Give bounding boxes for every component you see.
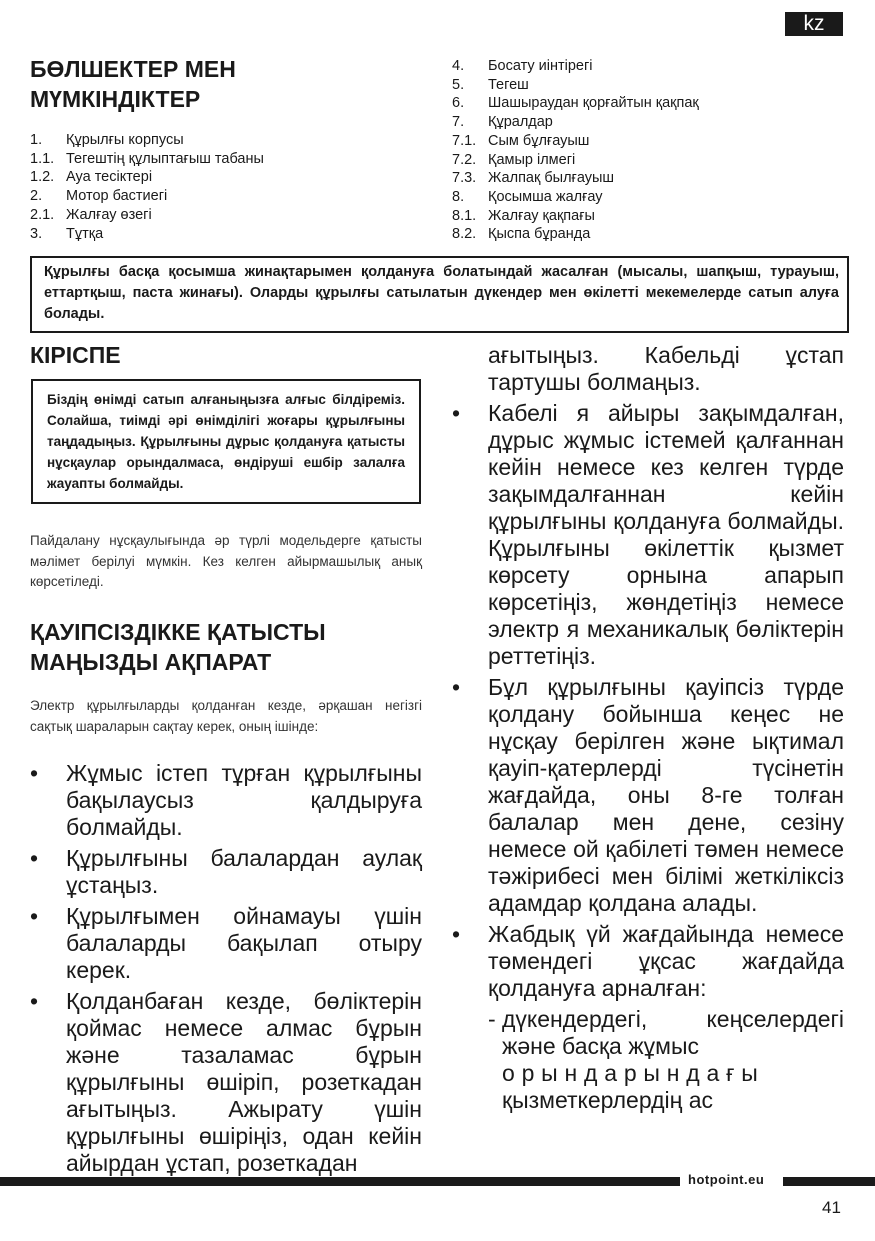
parts-item [452,94,772,113]
parts-item [30,206,330,225]
safety-title-line1: ҚАУІПСІЗДІККЕ ҚАТЫСТЫ [30,619,326,645]
parts-item [452,57,772,76]
thanks-box [31,379,421,504]
parts-item-number: 8. [452,188,465,205]
parts-item-number: 8.1. [452,207,477,224]
parts-item [452,151,772,170]
bullet-item [30,845,422,899]
parts-item-number: 7. [452,114,465,131]
dash-item-line2: орындарындағы [502,1060,765,1086]
parts-item-number: 7.1. [452,132,477,149]
bullet-item [30,988,422,1177]
language-badge: kz [785,12,843,36]
parts-item-number: 2.1. [30,206,55,223]
dash-list-item [488,1006,844,1114]
parts-list-left [30,131,330,243]
dash-item-line3: қызметкерлердің ас [502,1087,714,1113]
dash-item-line1: дүкендердегі, кеңселердегі және басқа жұмыс [502,1006,844,1059]
bullet-item [30,903,422,984]
bullet-text: Жабдық үй жағдайында немесе төмендегі ұқсас жағдайда қолдануға арналған: [488,921,844,1001]
parts-item [30,150,330,169]
accessory-notice-text: Құрылғы басқа қосымша жинақтарымен қолдануға болатындай жасалған (мысалы, шапқыш, турауыш, еттартқыш, паста жинағы). Оларды құрылғы сатылатын дүкендер мен өкілетті мекемелерде сатып алуға болады. [44,264,839,322]
parts-item-label: Жалпақ былғауыш [488,170,615,187]
parts-item [30,131,330,150]
parts-item-number: 1.2. [30,169,55,186]
parts-item-number: 6. [452,95,465,112]
bullet-text: Құрылғымен ойнамауы үшін балаларды бақылап отыру керек. [66,903,422,983]
thanks-text: Біздің өнімді сатып алғаныңызға алғыс білдіреміз. Солайша, тиімді әрі өнімділігі жоғары құрылғыны таңдадыңыз. Құрылғыны дұрыс қолдануға қатысты нұсқаулар орындалмаса, өндіруші ешбір залалға жауапты болмайды. [47,392,405,491]
bullet-marker: • [30,988,39,1014]
dash-marker: - [488,1006,496,1032]
bullet-marker: • [30,845,39,871]
parts-item [452,132,772,151]
bullet-marker: • [452,921,461,947]
parts-item-number: 5. [452,76,465,93]
parts-item-number: 3. [30,225,43,242]
parts-list-right [452,57,772,244]
bullet-text: Құрылғыны балалардан аулақ ұстаңыз. [66,845,422,898]
bullet-marker: • [452,674,461,700]
parts-item-number: 8.2. [452,226,477,243]
parts-item-label: Қосымша жалғау [488,188,603,205]
parts-item-label: Тегеш [488,76,529,93]
bullet-marker: • [30,903,39,929]
footer-rule-left [0,1177,680,1186]
parts-item-label: Тегештің құлыптағыш табаны [66,150,264,167]
bullet-text: Бұл құрылғыны қауіпсіз түрде қолдану бойынша кеңес не нұсқау берілген және ықтимал қауіп-қатерлерді түсінетін жағдайда, оны 8-ге толған балалар мен дене, сезіну немесе ой қабілеті төмен немесе тәжірибесі мен білімі жеткіліксіз адамдар қолдана алады. [488,674,844,916]
accessory-notice-box [30,256,849,333]
parts-item-label: Құралдар [488,114,553,131]
safety-bullets-right [452,400,844,1002]
intro-note: Пайдалану нұсқаулығында әр түрлі модельдерге қатысты мәлімет берілуі мүмкін. Кез келген айырмашылық анық көрсетіледі. [30,533,422,589]
parts-item-number: 7.3. [452,170,477,187]
parts-item [30,168,330,187]
parts-item-label: Босату иінтірегі [488,58,593,74]
parts-item [30,225,330,244]
parts-item-label: Шашыраудан қорғайтын қақпақ [488,95,699,112]
bullet-text: Жұмыс істеп тұрған құрылғыны бақылаусыз қалдыруға болмайды. [66,760,422,840]
parts-item-number: 1.1. [30,150,55,167]
parts-item [452,76,772,95]
parts-item-number: 2. [30,188,43,205]
parts-item-number: 4. [452,58,465,74]
parts-item-label: Қамыр ілмегі [488,151,576,168]
parts-item-label: Ауа тесіктері [66,169,153,186]
parts-item [452,113,772,132]
footer-rule-right [783,1177,875,1186]
parts-item-number: 1. [30,132,43,148]
bullet-text: Қолданбаған кезде, бөліктерін қоймас немесе алмас бұрын және тазаламас бұрын құрылғыны өшіріп, розеткадан ағытыңыз. Ажырату үшін құрылғыны өшіріңіз, одан кейін айырдан ұстап, розеткадан [66,988,422,1176]
bullet-item [452,921,844,1002]
parts-item [452,225,772,244]
parts-item [452,188,772,207]
parts-item [30,187,330,206]
parts-item-label: Мотор бастиегі [66,188,168,205]
parts-item-number: 7.2. [452,151,477,168]
bullet-item [452,400,844,670]
parts-item [452,207,772,226]
brand-label: hotpoint.eu [688,1172,765,1187]
parts-item-label: Қыспа бұранда [488,226,591,243]
parts-item-label: Құрылғы корпусы [66,132,184,148]
parts-item [452,169,772,188]
bullet-item [452,674,844,917]
bullet-marker: • [452,400,461,426]
parts-item-label: Тұтқа [66,225,104,242]
bullet-text: Кабелі я айыры зақымдалған, дұрыс жұмыс істемей қалғаннан кейін немесе кез келген түрде зақымдалғаннан кейін құрылғыны қолдануға болмайды. Құрылғыны өкілеттік қызмет көрсету орнына апарып көрсетіңіз, жөндетіңіз немесе электр я механикалық бөліктерін реттетіңіз. [488,400,844,669]
safety-bullets-left [30,760,422,1181]
parts-title-line1: БӨЛШЕКТЕР МЕН [30,56,236,82]
safety-title-line2: МАҢЫЗДЫ АҚПАРАТ [30,649,272,675]
safety-right-column [452,342,844,1114]
parts-item-label: Сым бұлғауыш [488,132,590,149]
bullet-marker: • [30,760,39,786]
parts-title [30,54,330,114]
parts-item-label: Жалғау өзегі [66,206,152,223]
intro-title: КІРІСПЕ [30,342,121,368]
parts-item-label: Жалғау қақпағы [488,207,595,224]
bullet-item [30,760,422,841]
parts-title-line2: МҮМКІНДІКТЕР [30,86,201,112]
continuation-text: ағытыңыз. Кабельді ұстап тартушы болмаңыз. [488,342,844,395]
page-number: 41 [822,1198,841,1217]
safety-title [30,617,422,677]
safety-lead: Электр құрылғыларды қолданған кезде, әрқашан негізгі сақтық шараларын сақтау керек, оның ішінде: [30,698,422,734]
